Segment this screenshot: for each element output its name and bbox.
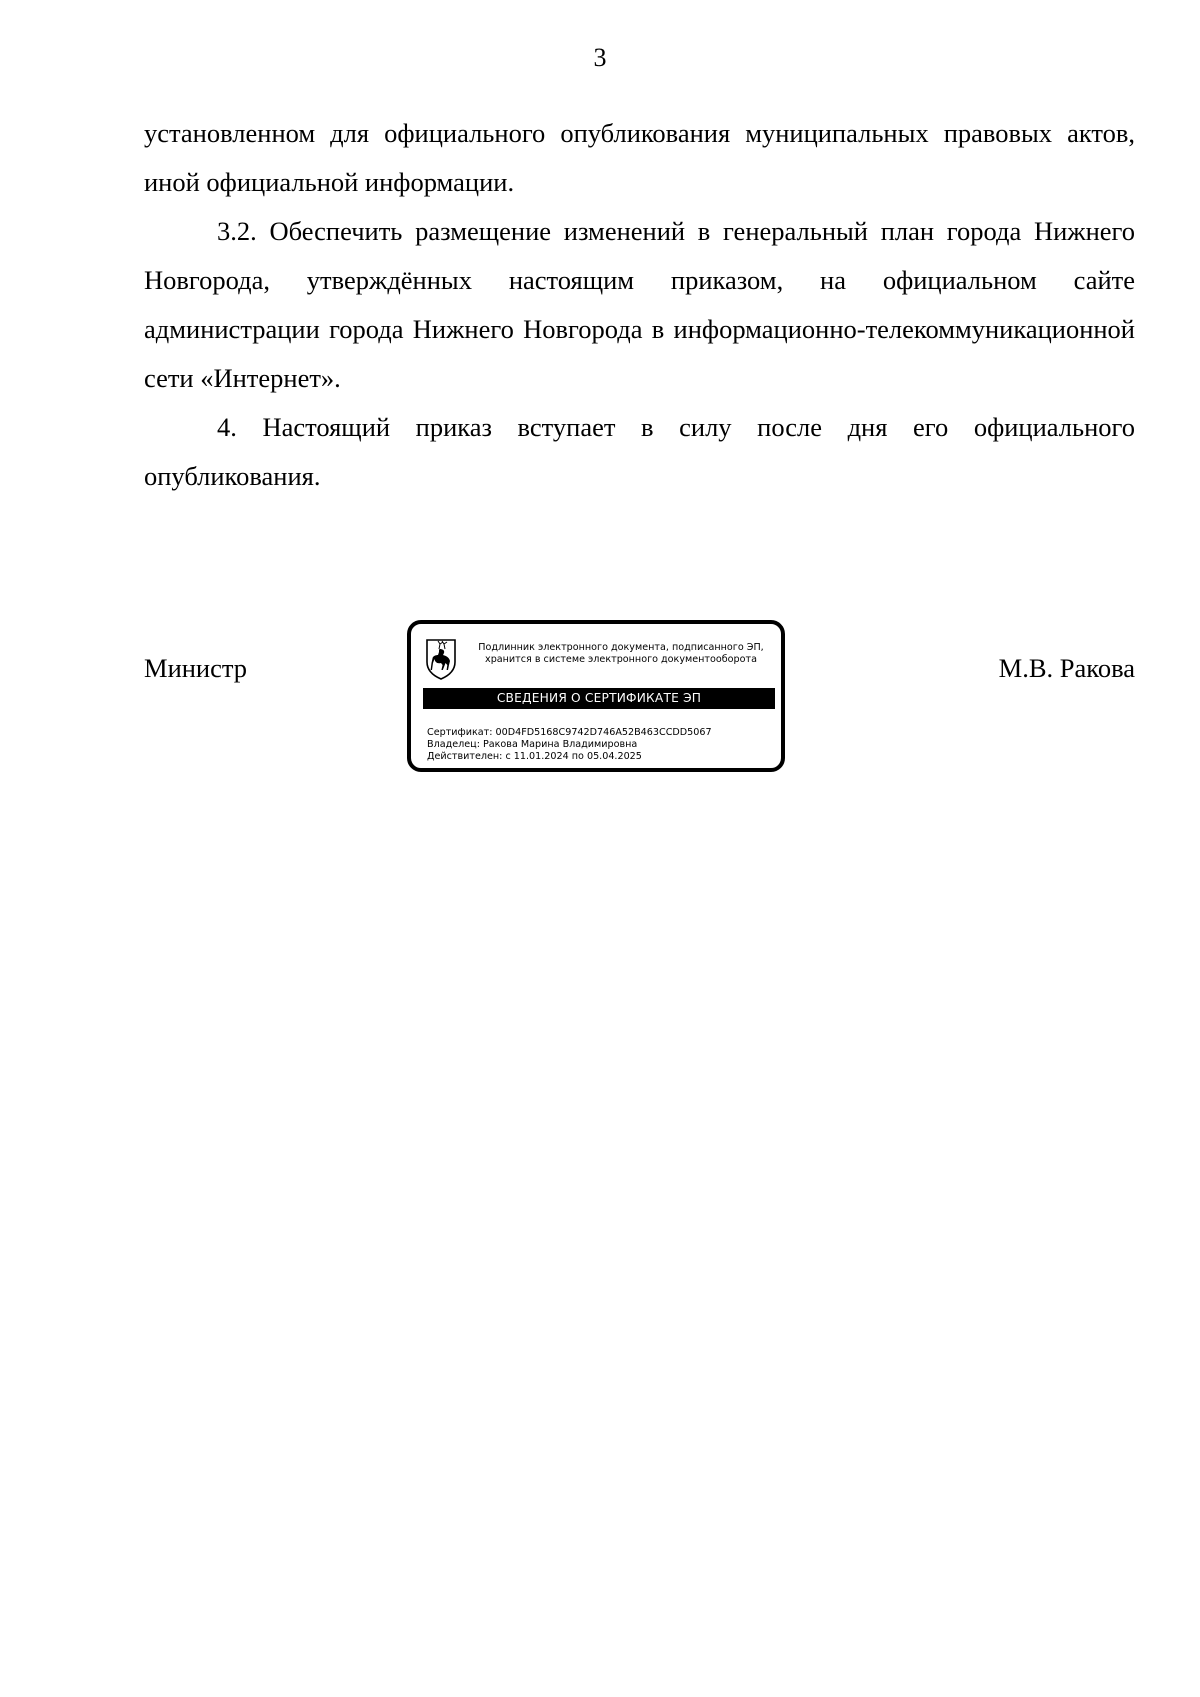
paragraph-4 xyxy=(144,403,1135,501)
text-line: Нижнего Новгорода, утверждённых настоящим приказом, на официальном сайте xyxy=(144,216,1136,295)
signatory-name: М.В. Ракова xyxy=(998,653,1135,683)
text-line: 4. Настоящий приказ вступает в силу после дня его официального xyxy=(217,412,1135,442)
signatory-position: Министр xyxy=(144,653,248,683)
text-line: телекоммуникационной сети «Интернет». xyxy=(144,314,1135,393)
page-number: 3 xyxy=(593,43,607,72)
electronic-signature-stamp xyxy=(407,620,785,772)
stamp-heading-line: хранится в системе электронного документооборота xyxy=(485,654,757,665)
deer-coat-of-arms-icon xyxy=(424,638,458,680)
stamp-heading-line: Подлинник электронного документа, подписанного ЭП, xyxy=(478,642,764,653)
text-line: администрации города Нижнего Новгорода в информационно- xyxy=(144,314,866,344)
certificate-number: Сертификат: 00D4FD5168C9742D746A52B463CCDD5067 xyxy=(427,727,712,738)
paragraph-3-2 xyxy=(144,207,1135,403)
stamp-certificate-title: СВЕДЕНИЯ О СЕРТИФИКАТЕ ЭП xyxy=(423,688,775,709)
stamp-certificate-details xyxy=(427,727,777,762)
certificate-owner: Владелец: Ракова Марина Владимировна xyxy=(427,738,638,750)
paragraph-publication-continued xyxy=(144,109,1135,207)
text-line: установленном для официального опубликования муниципальных правовых xyxy=(144,118,1053,148)
certificate-validity: Действителен: с 11.01.2024 по 05.04.2025 xyxy=(427,750,642,762)
text-line: опубликования. xyxy=(144,461,321,491)
text-line: актов, иной официальной информации. xyxy=(144,118,1135,197)
stamp-heading xyxy=(462,642,780,666)
text-line: 3.2. Обеспечить размещение изменений в генеральный план города xyxy=(217,216,1022,246)
document-body xyxy=(144,109,1135,501)
